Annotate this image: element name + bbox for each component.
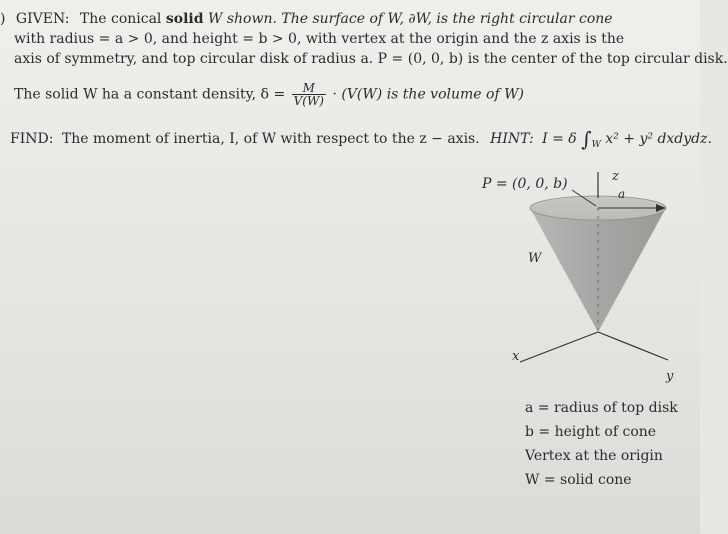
z-axis-label: z <box>612 169 619 184</box>
hint-label: HINT: <box>490 131 534 147</box>
given-text-1b: solid <box>165 11 204 27</box>
find-label: FIND: <box>10 131 54 147</box>
p-label: P = (0, 0, b) <box>482 176 568 192</box>
given-label: GIVEN: <box>15 11 70 27</box>
radius-label: a <box>618 187 626 201</box>
bullet: ) <box>0 11 6 27</box>
x-axis <box>520 332 598 362</box>
find-text: The moment of inertia, I, of W with respect to the z − axis. <box>61 131 480 147</box>
x-axis-label: x <box>512 349 520 364</box>
integral-subscript: W <box>591 139 601 150</box>
y-axis-label: y <box>666 369 674 384</box>
y-axis <box>598 332 668 360</box>
density-line: The solid W ha a constant density, δ = $\frac{M}{V(W)}$ · (V(W) is the volume of W) <box>14 81 524 108</box>
legend-solid: W = solid cone <box>525 472 632 488</box>
integral-symbol: ∫ <box>581 127 592 151</box>
figure-legend <box>525 396 678 492</box>
legend-vertex: Vertex at the origin <box>525 448 663 464</box>
hint-integrand: x² + y² dxdydz. <box>605 131 712 147</box>
hint-eq: I = δ <box>542 131 577 147</box>
density-text: The solid W ha a constant density, δ = <box>14 86 286 103</box>
legend-radius: a = radius of top disk <box>525 400 678 416</box>
given-text-3: axis of symmetry, and top circular disk of radius a. P = (0, 0, b) is the center of the top circular disk. <box>14 51 728 67</box>
density-numerator: M <box>292 82 326 95</box>
given-text-1a: The conical <box>79 11 162 27</box>
given-text-1c: W shown. The surface of W, ∂W, is the right circular cone <box>207 11 613 27</box>
density-denominator: V(W) <box>293 94 324 108</box>
solid-label: W <box>528 251 542 266</box>
density-note: (V(W) is the volume of W) <box>341 86 524 103</box>
legend-height: b = height of cone <box>525 424 657 440</box>
given-text-2: with radius = a > 0, and height = b > 0, with vertex at the origin and the z axis is the <box>14 31 625 47</box>
